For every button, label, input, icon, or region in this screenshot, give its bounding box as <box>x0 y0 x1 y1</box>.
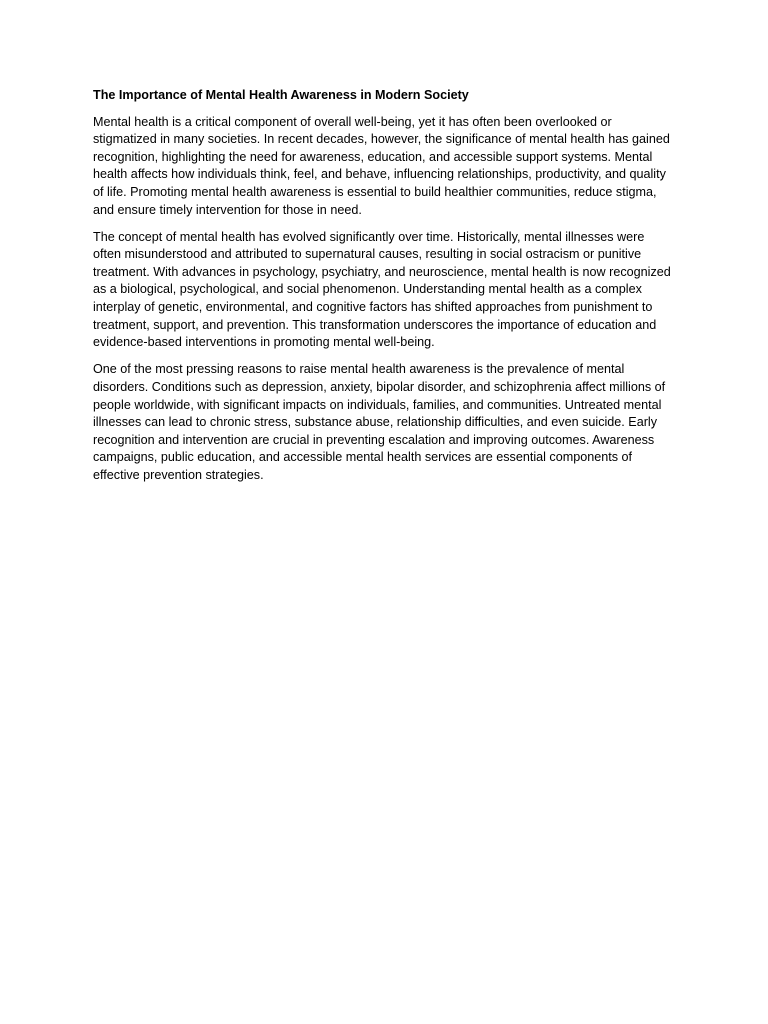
document-title: The Importance of Mental Health Awareness in Modern Society <box>93 88 469 102</box>
paragraph-history: The concept of mental health has evolved significantly over time. Historically, mental illnesses were often misunderstood and attributed to supernatural causes, resulting in social ostracism or punitive treatment. With advances in psychology, psychiatry, and neuroscience, mental health is now recognized as a biological, psychological, and social phenomenon. Understanding mental health as a complex interplay of genetic, environmental, and cognitive factors has shifted approaches from punishment to treatment, support, and prevention. This transformation underscores the importance of education and evidence-based interventions in promoting mental well-being. <box>93 229 671 350</box>
paragraph-prevalence: One of the most pressing reasons to raise mental health awareness is the prevalence of mental disorders. Conditions such as depression, anxiety, bipolar disorder, and schizophrenia affect millions of people worldwide, with significant impacts on individuals, families, and communities. Untreated mental illnesses can lead to chronic stress, substance abuse, relationship difficulties, and even suicide. Early recognition and intervention are crucial in preventing escalation and improving outcomes. Awareness campaigns, public education, and accessible mental health services are essential components of effective prevention strategies. <box>93 362 666 482</box>
document-body <box>93 87 675 494</box>
paragraph-intro: Mental health is a critical component of overall well-being, yet it has often been overlooked or stigmatized in many societies. In recent decades, however, the significance of mental health has gained recognition, highlighting the need for awareness, education, and accessible support systems. Mental health affects how individuals think, feel, and behave, influencing relationships, productivity, and quality of life. Promoting mental health awareness is essential to build healthier communities, reduce stigma, and ensure timely intervention for those in need. <box>93 114 670 217</box>
